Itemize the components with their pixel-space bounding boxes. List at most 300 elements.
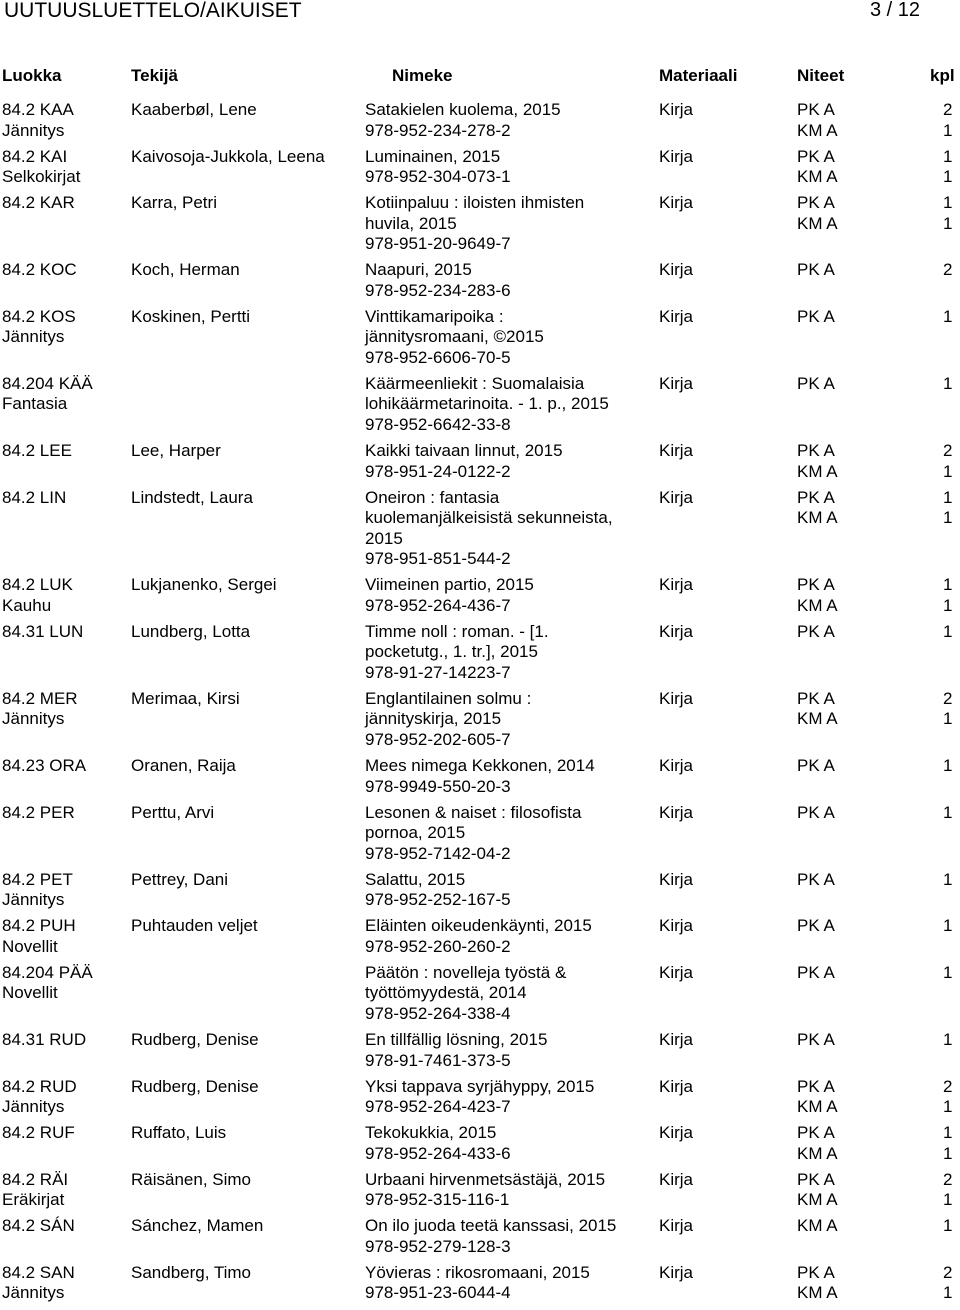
title-line: 978-951-851-544-2 bbox=[365, 549, 511, 569]
copy-count-line: 1 bbox=[943, 595, 953, 615]
title bbox=[365, 1216, 616, 1257]
material bbox=[659, 374, 693, 395]
classification-line: Fantasia bbox=[2, 394, 68, 414]
catalog-row bbox=[0, 1263, 960, 1310]
classification-line: 84.2 KOC bbox=[2, 260, 77, 280]
classification-line: 84.2 LIN bbox=[2, 487, 67, 507]
material bbox=[659, 1170, 693, 1191]
material bbox=[659, 916, 693, 937]
classification-line: 84.2 RUF bbox=[2, 1123, 75, 1143]
copies-location bbox=[797, 756, 835, 777]
author-line: Kaaberbøl, Lene bbox=[131, 100, 257, 119]
title-line: 978-952-304-073-1 bbox=[365, 167, 511, 187]
catalog-row bbox=[0, 147, 960, 194]
material-line: Kirja bbox=[659, 802, 694, 822]
material bbox=[659, 100, 693, 121]
material bbox=[659, 193, 693, 214]
material bbox=[659, 1123, 693, 1144]
material bbox=[659, 870, 693, 891]
material bbox=[659, 307, 693, 328]
copies-location bbox=[797, 100, 838, 141]
classification-line: 84.23 ORA bbox=[2, 756, 87, 776]
classification-line: Novellit bbox=[2, 936, 58, 956]
catalog-row bbox=[0, 488, 960, 576]
copy-count-line: 2 bbox=[943, 1169, 953, 1189]
classification-line: Jännitys bbox=[2, 709, 65, 729]
copies-location-line: PK A bbox=[797, 1169, 835, 1189]
classification-line: Selkokirjat bbox=[2, 167, 81, 187]
title-line: jännitysromaani, ©2015 bbox=[365, 327, 544, 347]
copies-location bbox=[797, 803, 835, 824]
author-line: Ruffato, Luis bbox=[131, 1123, 227, 1143]
title bbox=[365, 622, 549, 684]
title bbox=[365, 803, 581, 865]
author bbox=[131, 1030, 259, 1051]
copies-location bbox=[797, 963, 835, 984]
catalog-row bbox=[0, 963, 960, 1030]
copy-count bbox=[943, 1263, 952, 1304]
author-line: Sandberg, Timo bbox=[131, 1262, 252, 1282]
copy-count-line: 1 bbox=[943, 306, 953, 326]
material-line: Kirja bbox=[659, 100, 694, 119]
copy-count-line: 1 bbox=[943, 1190, 953, 1210]
copies-location-line: PK A bbox=[797, 575, 835, 595]
copy-count-line: 1 bbox=[943, 869, 953, 889]
title-line: 978-952-264-436-7 bbox=[365, 595, 511, 615]
title bbox=[365, 756, 595, 797]
classification-line: Jännitys bbox=[2, 1097, 65, 1117]
classification-line: 84.2 RUD bbox=[2, 1076, 77, 1096]
material-line: Kirja bbox=[659, 441, 694, 461]
copies-location bbox=[797, 374, 835, 395]
copies-location bbox=[797, 575, 838, 616]
title bbox=[365, 1263, 590, 1304]
classification bbox=[2, 193, 75, 214]
classification-line: 84.2 KAR bbox=[2, 193, 75, 213]
material-line: Kirja bbox=[659, 1076, 694, 1096]
material-line: Kirja bbox=[659, 306, 694, 326]
copy-count bbox=[943, 100, 952, 141]
copy-count-line: 1 bbox=[943, 167, 953, 187]
classification bbox=[2, 1263, 75, 1304]
author-line: Lee, Harper bbox=[131, 441, 221, 461]
title-line: 978-952-6606-70-5 bbox=[365, 347, 511, 367]
title-line: jännityskirja, 2015 bbox=[365, 709, 502, 729]
title-line: 978-952-6642-33-8 bbox=[365, 414, 511, 434]
title-line: 978-9949-550-20-3 bbox=[365, 776, 511, 796]
title-line: 978-952-234-283-6 bbox=[365, 280, 511, 300]
title-line: 978-952-264-433-6 bbox=[365, 1143, 511, 1163]
catalog-row bbox=[0, 260, 960, 307]
author bbox=[131, 803, 214, 824]
copies-location-line: KM A bbox=[797, 120, 838, 140]
copies-location-line: PK A bbox=[797, 260, 835, 280]
title-line: 978-952-202-605-7 bbox=[365, 729, 511, 749]
classification bbox=[2, 1030, 86, 1051]
material-line: Kirja bbox=[659, 688, 694, 708]
column-headers bbox=[0, 66, 960, 88]
material-line: Kirja bbox=[659, 869, 694, 889]
copies-location-line: PK A bbox=[797, 100, 835, 119]
material-line: Kirja bbox=[659, 260, 694, 280]
title bbox=[365, 963, 566, 1025]
author bbox=[131, 1216, 263, 1237]
title-line: pocketutg., 1. tr.], 2015 bbox=[365, 642, 538, 662]
material-line: Kirja bbox=[659, 1216, 694, 1236]
title-line: Luminainen, 2015 bbox=[365, 146, 501, 166]
title bbox=[365, 374, 609, 436]
title-line: 978-951-23-6044-4 bbox=[365, 1283, 511, 1303]
copy-count bbox=[943, 193, 952, 234]
author-line: Lukjanenko, Sergei bbox=[131, 575, 277, 595]
classification-line: 84.2 KOS bbox=[2, 306, 76, 326]
col-luokka: Luokka bbox=[2, 66, 62, 85]
col-kpl: kpl bbox=[930, 66, 955, 85]
material bbox=[659, 756, 693, 777]
material bbox=[659, 441, 693, 462]
classification bbox=[2, 803, 75, 824]
copies-location-line: PK A bbox=[797, 756, 835, 776]
title-line: Englantilainen solmu : bbox=[365, 688, 532, 708]
title-line: 978-952-279-128-3 bbox=[365, 1236, 511, 1256]
copy-count bbox=[943, 575, 952, 616]
author bbox=[131, 622, 250, 643]
classification-line: Kauhu bbox=[2, 595, 52, 615]
classification-line: 84.2 LUK bbox=[2, 575, 73, 595]
copy-count-line: 1 bbox=[943, 621, 953, 641]
copies-location bbox=[797, 441, 838, 482]
classification-line: 84.2 KAI bbox=[2, 146, 68, 166]
copies-location-line: PK A bbox=[797, 916, 835, 936]
author-line: Sánchez, Mamen bbox=[131, 1216, 264, 1236]
material bbox=[659, 1216, 693, 1237]
page-title: UUTUUSLUETTELO/AIKUISET bbox=[4, 0, 302, 22]
author-line: Perttu, Arvi bbox=[131, 802, 215, 822]
copies-location-line: KM A bbox=[797, 1190, 838, 1210]
copies-location bbox=[797, 307, 835, 328]
copy-count-line: 1 bbox=[943, 709, 953, 729]
material bbox=[659, 803, 693, 824]
title-line: Lesonen & naiset : filosofista bbox=[365, 802, 582, 822]
copies-location-line: PK A bbox=[797, 1262, 835, 1282]
copy-count bbox=[943, 147, 952, 188]
author bbox=[131, 1263, 251, 1284]
classification bbox=[2, 689, 78, 730]
classification-line: Novellit bbox=[2, 983, 58, 1003]
material-line: Kirja bbox=[659, 916, 694, 936]
catalog-row bbox=[0, 575, 960, 622]
classification-line: 84.2 MER bbox=[2, 688, 78, 708]
copy-count-line: 1 bbox=[943, 575, 953, 595]
copy-count-line: 1 bbox=[943, 962, 953, 982]
classification-line: 84.31 RUD bbox=[2, 1030, 87, 1049]
copies-location-line: PK A bbox=[797, 869, 835, 889]
classification bbox=[2, 870, 73, 911]
material bbox=[659, 1077, 693, 1098]
copies-location bbox=[797, 1263, 838, 1304]
author-line: Merimaa, Kirsi bbox=[131, 688, 240, 708]
title bbox=[365, 689, 531, 751]
title-line: 978-952-264-423-7 bbox=[365, 1097, 511, 1117]
catalog-row bbox=[0, 803, 960, 870]
material bbox=[659, 575, 693, 596]
copies-location-line: PK A bbox=[797, 146, 835, 166]
copies-location-line: KM A bbox=[797, 1216, 838, 1236]
author-line: Lundberg, Lotta bbox=[131, 621, 251, 641]
copies-location-line: KM A bbox=[797, 461, 838, 481]
author-line: Pettrey, Dani bbox=[131, 869, 229, 889]
classification bbox=[2, 374, 93, 415]
copy-count bbox=[943, 374, 952, 395]
author-line: Oranen, Raija bbox=[131, 756, 236, 776]
copies-location bbox=[797, 1216, 838, 1237]
copies-location-line: KM A bbox=[797, 213, 838, 233]
copies-location bbox=[797, 622, 835, 643]
copies-location-line: PK A bbox=[797, 962, 835, 982]
copy-count-line: 1 bbox=[943, 1123, 953, 1143]
copies-location bbox=[797, 488, 838, 529]
material bbox=[659, 689, 693, 710]
copy-count bbox=[943, 260, 952, 281]
classification bbox=[2, 147, 80, 188]
classification bbox=[2, 1077, 77, 1118]
classification bbox=[2, 441, 72, 462]
title bbox=[365, 575, 534, 616]
copy-count-line: 1 bbox=[943, 508, 953, 528]
catalog-row bbox=[0, 870, 960, 917]
material-line: Kirja bbox=[659, 146, 694, 166]
title-line: Satakielen kuolema, 2015 bbox=[365, 100, 561, 119]
catalog-row bbox=[0, 689, 960, 756]
copies-location-line: KM A bbox=[797, 508, 838, 528]
copies-location-line: PK A bbox=[797, 1076, 835, 1096]
copy-count bbox=[943, 441, 952, 482]
title-line: 978-952-260-260-2 bbox=[365, 936, 511, 956]
title bbox=[365, 307, 544, 369]
classification bbox=[2, 488, 66, 509]
material-line: Kirja bbox=[659, 962, 694, 982]
catalog-list bbox=[0, 100, 960, 1310]
author bbox=[131, 870, 228, 891]
title-line: Käärmeenliekit : Suomalaisia bbox=[365, 373, 585, 393]
author bbox=[131, 441, 221, 462]
copy-count-line: 1 bbox=[943, 1097, 953, 1117]
catalog-row bbox=[0, 756, 960, 803]
catalog-row bbox=[0, 307, 960, 374]
copy-count bbox=[943, 1170, 952, 1211]
copies-location bbox=[797, 1077, 838, 1118]
author-line: Rudberg, Denise bbox=[131, 1030, 259, 1049]
title-line: kuolemanjälkeisistä sekunneista, bbox=[365, 508, 613, 528]
title-line: Yksi tappava syrjähyppy, 2015 bbox=[365, 1076, 595, 1096]
title bbox=[365, 441, 563, 482]
title-line: Yövieras : rikosromaani, 2015 bbox=[365, 1262, 590, 1282]
col-tekija: Tekijä bbox=[131, 66, 178, 85]
title bbox=[365, 193, 584, 255]
copies-location-line: PK A bbox=[797, 688, 835, 708]
copy-count-line: 1 bbox=[943, 487, 953, 507]
copy-count bbox=[943, 689, 952, 730]
copies-location-line: PK A bbox=[797, 1123, 835, 1143]
title bbox=[365, 488, 613, 570]
material bbox=[659, 622, 693, 643]
title-line: pornoa, 2015 bbox=[365, 823, 466, 843]
title-line: On ilo juoda teetä kanssasi, 2015 bbox=[365, 1216, 617, 1236]
title-line: Päätön : novelleja työstä & bbox=[365, 962, 567, 982]
copies-location bbox=[797, 193, 838, 234]
catalog-row bbox=[0, 1077, 960, 1124]
title bbox=[365, 260, 511, 301]
copies-location-line: PK A bbox=[797, 306, 835, 326]
copies-location-line: KM A bbox=[797, 1143, 838, 1163]
title-line: Eläinten oikeudenkäynti, 2015 bbox=[365, 916, 592, 936]
catalog-row bbox=[0, 1123, 960, 1170]
title-line: Timme noll : roman. - [1. bbox=[365, 621, 549, 641]
title bbox=[365, 1077, 594, 1118]
classification bbox=[2, 963, 93, 1004]
classification-line: 84.2 KAA bbox=[2, 100, 74, 119]
copies-location bbox=[797, 689, 838, 730]
title-line: Salattu, 2015 bbox=[365, 869, 466, 889]
col-niteet: Niteet bbox=[797, 66, 845, 85]
copies-location bbox=[797, 260, 835, 281]
title-line: Kotiinpaluu : iloisten ihmisten bbox=[365, 193, 585, 213]
page-number: 3 / 12 bbox=[869, 0, 920, 21]
author-line: Koskinen, Pertti bbox=[131, 306, 251, 326]
title-line: 978-951-24-0122-2 bbox=[365, 461, 511, 481]
copies-location-line: KM A bbox=[797, 709, 838, 729]
copy-count bbox=[943, 1030, 952, 1051]
classification bbox=[2, 1170, 68, 1211]
author bbox=[131, 260, 240, 281]
copy-count-line: 1 bbox=[943, 802, 953, 822]
title-line: Naapuri, 2015 bbox=[365, 260, 472, 280]
copy-count-line: 1 bbox=[943, 461, 953, 481]
author-line: Puhtauden veljet bbox=[131, 916, 258, 936]
material-line: Kirja bbox=[659, 621, 694, 641]
copies-location-line: PK A bbox=[797, 802, 835, 822]
classification bbox=[2, 260, 77, 281]
author bbox=[131, 307, 250, 328]
copy-count-line: 1 bbox=[943, 373, 953, 393]
copy-count bbox=[943, 756, 952, 777]
author bbox=[131, 193, 217, 214]
classification bbox=[2, 575, 73, 616]
copy-count-line: 2 bbox=[943, 688, 953, 708]
copy-count-line: 2 bbox=[943, 1262, 953, 1282]
title-line: 978-91-27-14223-7 bbox=[365, 662, 511, 682]
classification-line: 84.2 PER bbox=[2, 802, 75, 822]
classification bbox=[2, 916, 76, 957]
title-line: 978-951-20-9649-7 bbox=[365, 234, 511, 254]
title bbox=[365, 1030, 547, 1071]
copy-count-line: 1 bbox=[943, 1283, 953, 1303]
catalog-row bbox=[0, 100, 960, 147]
classification-line: 84.2 SAN bbox=[2, 1262, 75, 1282]
title-line: 978-952-315-116-1 bbox=[365, 1190, 510, 1210]
copy-count bbox=[943, 622, 952, 643]
catalog-row bbox=[0, 374, 960, 441]
title-line: Viimeinen partio, 2015 bbox=[365, 575, 534, 595]
title-line: Urbaani hirvenmetsästäjä, 2015 bbox=[365, 1169, 606, 1189]
author bbox=[131, 488, 253, 509]
title-line: Mees nimega Kekkonen, 2014 bbox=[365, 756, 595, 776]
title-line: En tillfällig lösning, 2015 bbox=[365, 1030, 548, 1049]
copy-count bbox=[943, 803, 952, 824]
title-line: 978-952-252-167-5 bbox=[365, 890, 511, 910]
classification-line: 84.204 KÄÄ bbox=[2, 373, 93, 393]
classification-line: 84.2 PUH bbox=[2, 916, 76, 936]
title-line: 2015 bbox=[365, 528, 403, 548]
copy-count bbox=[943, 488, 952, 529]
title bbox=[365, 1123, 511, 1164]
material-line: Kirja bbox=[659, 487, 694, 507]
title-line: Oneiron : fantasia bbox=[365, 487, 500, 507]
catalog-row bbox=[0, 1030, 960, 1077]
copy-count-line: 1 bbox=[943, 1216, 953, 1236]
copy-count bbox=[943, 1216, 952, 1237]
copy-count bbox=[943, 307, 952, 328]
material-line: Kirja bbox=[659, 1169, 694, 1189]
material bbox=[659, 147, 693, 168]
copy-count-line: 2 bbox=[943, 100, 953, 119]
material-line: Kirja bbox=[659, 1030, 694, 1049]
title-line: lohikäärmetarinoita. - 1. p., 2015 bbox=[365, 394, 609, 414]
author-line: Rudberg, Denise bbox=[131, 1076, 259, 1096]
author bbox=[131, 100, 257, 121]
author bbox=[131, 1170, 251, 1191]
copy-count-line: 1 bbox=[943, 193, 953, 213]
title-line: 978-91-7461-373-5 bbox=[365, 1050, 511, 1070]
catalog-row bbox=[0, 622, 960, 689]
catalog-row bbox=[0, 916, 960, 963]
title-line: Tekokukkia, 2015 bbox=[365, 1123, 497, 1143]
author bbox=[131, 1077, 259, 1098]
copies-location bbox=[797, 1123, 838, 1164]
copy-count bbox=[943, 1123, 952, 1164]
catalog-row bbox=[0, 1216, 960, 1263]
classification-line: Jännitys bbox=[2, 120, 65, 140]
material bbox=[659, 963, 693, 984]
author bbox=[131, 147, 325, 168]
copies-location-line: KM A bbox=[797, 167, 838, 187]
col-nimeke: Nimeke bbox=[392, 66, 453, 85]
copies-location-line: KM A bbox=[797, 1097, 838, 1117]
author bbox=[131, 916, 258, 937]
classification bbox=[2, 100, 74, 141]
classification bbox=[2, 756, 86, 777]
classification bbox=[2, 622, 83, 643]
copies-location-line: PK A bbox=[797, 193, 835, 213]
material bbox=[659, 1030, 693, 1051]
classification-line: 84.2 LEE bbox=[2, 441, 72, 461]
copies-location bbox=[797, 147, 838, 188]
title-line: työttömyydestä, 2014 bbox=[365, 983, 527, 1003]
title bbox=[365, 870, 511, 911]
copy-count bbox=[943, 1077, 952, 1118]
copy-count-line: 1 bbox=[943, 120, 953, 140]
classification-line: 84.31 LUN bbox=[2, 621, 84, 641]
copy-count-line: 1 bbox=[943, 213, 953, 233]
author bbox=[131, 1123, 226, 1144]
copy-count-line: 1 bbox=[943, 916, 953, 936]
title-line: Kaikki taivaan linnut, 2015 bbox=[365, 441, 563, 461]
material bbox=[659, 1263, 693, 1284]
author bbox=[131, 689, 240, 710]
copies-location bbox=[797, 1030, 835, 1051]
author-line: Koch, Herman bbox=[131, 260, 240, 280]
classification-line: Jännitys bbox=[2, 1283, 65, 1303]
